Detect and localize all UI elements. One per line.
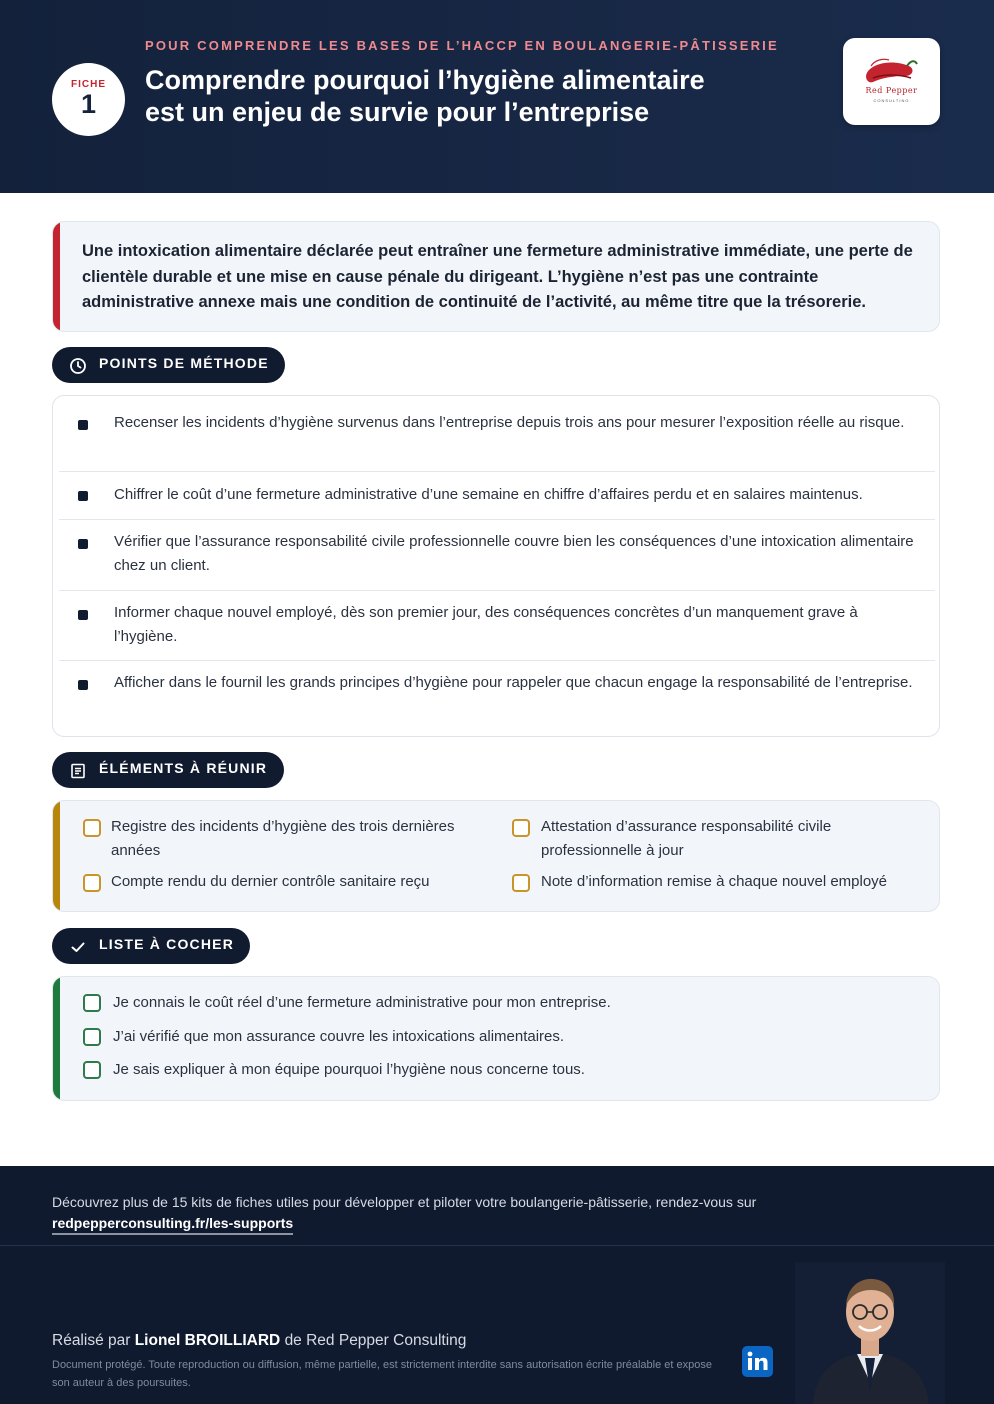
section-checklist-header xyxy=(52,928,250,964)
footer-promo xyxy=(52,1192,852,1235)
bullet-square xyxy=(78,491,88,501)
checkbox[interactable] xyxy=(512,819,530,837)
document-list-icon xyxy=(69,762,87,780)
checklist-item-text: J’ai vérifié que mon assurance couvre les intoxications alimentaires. xyxy=(113,1028,565,1045)
checkbox[interactable] xyxy=(512,874,530,892)
checkbox[interactable] xyxy=(83,1061,101,1079)
header-kicker: POUR COMPRENDRE LES BASES DE L’HACCP EN BOULANGERIE-PÂTISSERIE xyxy=(145,38,779,53)
method-item-text: Chiffrer le coût d’une fermeture administrative d’une semaine en chiffre d’affaires perdu et en salaires maintenus. xyxy=(114,486,863,503)
author-prefix: Réalisé par xyxy=(52,1332,131,1349)
checkbox[interactable] xyxy=(83,874,101,892)
bullet-square xyxy=(78,680,88,690)
method-item-text: Afficher dans le fournil les grands principes d’hygiène pour rappeler que chacun engage la responsabilité de l’entreprise. xyxy=(114,674,913,691)
footer-divider xyxy=(0,1245,994,1246)
list-item xyxy=(59,661,935,736)
footer-promo-text: Découvrez plus de 15 kits de fiches utiles pour développer et piloter votre boulangerie-pâtisserie, rendez-vous sur xyxy=(52,1194,757,1210)
method-item-text: Informer chaque nouvel employé, dès son premier jour, des conséquences concrètes d’un manquement grave à l’hygiène. xyxy=(114,604,858,645)
bullet-square xyxy=(78,610,88,620)
footer-author xyxy=(52,1332,466,1350)
list-item xyxy=(59,396,935,472)
author-suffix: de Red Pepper Consulting xyxy=(284,1332,467,1349)
bullet-square xyxy=(78,539,88,549)
logo-text: Red Pepper xyxy=(865,86,918,95)
fiche-label: FICHE xyxy=(71,79,106,90)
list-item xyxy=(59,520,935,591)
section-method-header xyxy=(52,347,285,383)
author-name: Lionel BROILLIARD xyxy=(134,1332,281,1349)
checklist-item-text: Je connais le coût réel d’une fermeture administrative pour mon entreprise. xyxy=(113,994,611,1011)
section-elements-header xyxy=(52,752,284,788)
list-item xyxy=(59,472,935,520)
intro-text: Une intoxication alimentaire déclarée peut entraîner une fermeture administrative immédiate, une perte de clientèle durable et une mise en cause pénale du dirigeant. L’hygiène n’est pas une contrainte administrative annexe mais une condition de continuité de l’activité, au même titre que la trésorerie. xyxy=(82,242,913,311)
element-item-text: Note d’information remise à chaque nouvel employé xyxy=(541,873,888,890)
section-method-label: POINTS DE MÉTHODE xyxy=(99,355,269,371)
checkmark-icon xyxy=(69,938,87,956)
element-item-text: Registre des incidents d’hygiène des trois dernières années xyxy=(111,818,455,859)
fiche-badge xyxy=(52,63,125,136)
clock-icon xyxy=(69,357,87,375)
company-logo xyxy=(843,38,940,125)
page-header xyxy=(0,0,994,193)
page-footer xyxy=(0,1166,994,1404)
page-title: Comprendre pourquoi l’hygiène alimentaire est un enjeu de survie pour l’entreprise xyxy=(145,65,705,127)
method-item-text: Recenser les incidents d’hygiène survenus dans l’entreprise depuis trois ans pour mesurer l’exposition réelle au risque. xyxy=(114,414,905,431)
fiche-number: 1 xyxy=(80,89,97,119)
elements-card xyxy=(52,800,940,912)
footer-link[interactable]: redpepperconsulting.fr/les-supports xyxy=(52,1214,293,1235)
bullet-square xyxy=(78,420,88,430)
checkbox[interactable] xyxy=(83,994,101,1012)
checkbox[interactable] xyxy=(83,1028,101,1046)
logo-subtext: CONSULTING xyxy=(873,98,910,103)
element-item-text: Attestation d’assurance responsabilité civile professionnelle à jour xyxy=(541,818,832,859)
checklist-item-text: Je sais expliquer à mon équipe pourquoi l’hygiène nous concerne tous. xyxy=(113,1061,585,1078)
checkbox[interactable] xyxy=(83,819,101,837)
method-list xyxy=(52,395,940,737)
checklist-card xyxy=(52,976,940,1101)
footer-legal: Document protégé. Toute reproduction ou diffusion, même partielle, est strictement interdite sans autorisation écrite préalable et expose son auteur à des poursuites. xyxy=(52,1359,712,1389)
intro-card xyxy=(52,221,940,332)
element-item-text: Compte rendu du dernier contrôle sanitaire reçu xyxy=(111,873,430,890)
section-elements-label: ÉLÉMENTS À RÉUNIR xyxy=(99,760,268,776)
list-item xyxy=(59,591,935,661)
section-checklist-label: LISTE À COCHER xyxy=(99,936,235,952)
linkedin-icon[interactable] xyxy=(742,1346,773,1377)
author-photo xyxy=(795,1262,945,1404)
method-item-text: Vérifier que l’assurance responsabilité civile professionnelle couvre bien les conséquences d’une intoxication alimentaire chez un client. xyxy=(114,533,914,574)
red-pepper-logo-icon xyxy=(843,38,940,125)
